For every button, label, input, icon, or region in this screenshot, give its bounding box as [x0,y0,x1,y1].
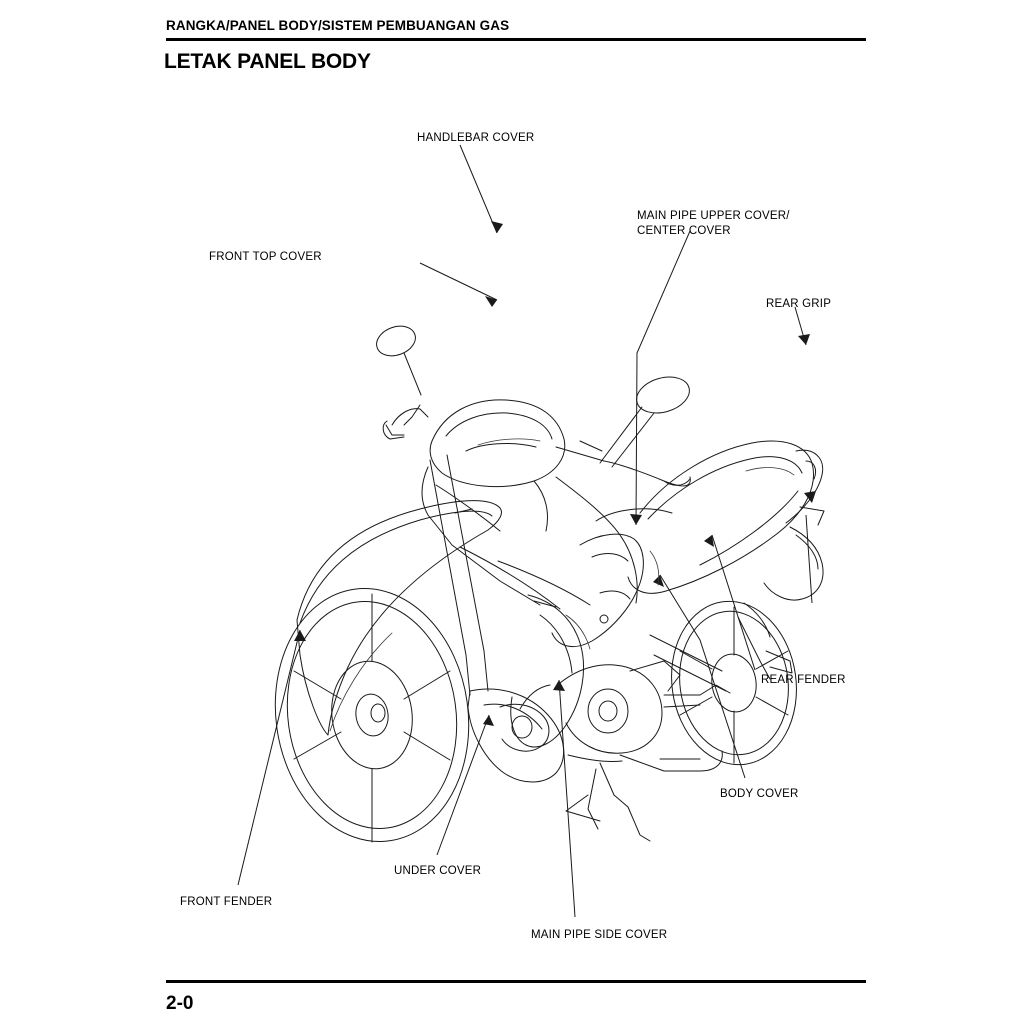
callout-front-top-cover: FRONT TOP COVER [209,251,322,263]
callout-front-fender: FRONT FENDER [180,896,273,908]
motorcycle-body-panel-diagram [0,95,1024,965]
page-number: 2-0 [166,993,194,1014]
page-header: RANGKA/PANEL BODY/SISTEM PEMBUANGAN GAS [166,18,510,33]
header-divider [166,38,866,41]
page-title: LETAK PANEL BODY [164,50,371,73]
callout-main-pipe-upper-cover: MAIN PIPE UPPER COVER/ [637,210,790,222]
callout-main-pipe-side-cover: MAIN PIPE SIDE COVER [531,929,668,941]
callout-rear-fender: REAR FENDER [761,674,846,686]
callout-handlebar-cover: HANDLEBAR COVER [417,132,535,144]
callout-body-cover: BODY COVER [720,788,799,800]
callout-center-cover: CENTER COVER [637,225,731,237]
motorcycle-line-art [0,95,1024,965]
callout-under-cover: UNDER COVER [394,865,482,877]
callout-rear-grip: REAR GRIP [766,298,832,310]
footer-divider [166,980,866,983]
